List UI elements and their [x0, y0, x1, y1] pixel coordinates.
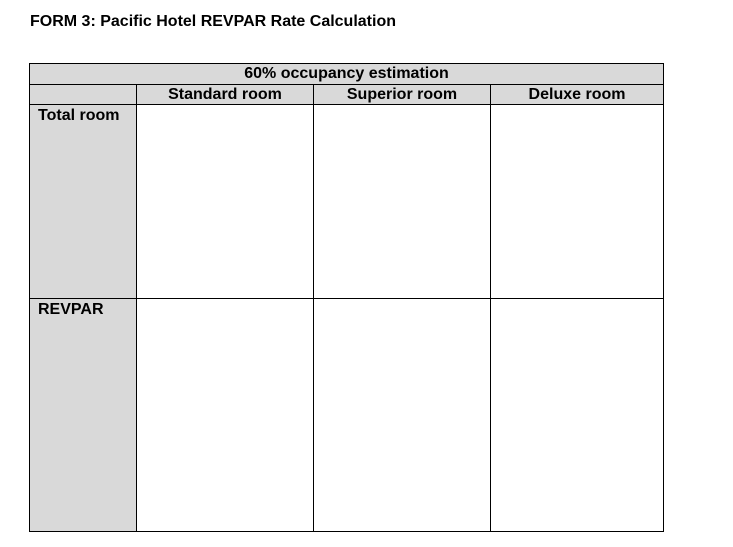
row-label-revpar: REVPAR — [30, 299, 137, 532]
table-row-revpar — [30, 299, 664, 532]
table-header-row-room-types — [30, 85, 664, 105]
column-header-deluxe-room: Deluxe room — [491, 85, 664, 105]
revpar-calculation-table — [29, 63, 664, 532]
cell-total-room-standard[interactable] — [137, 105, 314, 299]
column-header-standard-room: Standard room — [137, 85, 314, 105]
column-header-superior-room: Superior room — [314, 85, 491, 105]
row-label-total-room: Total room — [30, 105, 137, 299]
form-title: FORM 3: Pacific Hotel REVPAR Rate Calculation — [30, 13, 396, 30]
cell-total-room-deluxe[interactable] — [491, 105, 664, 299]
table-header-row-occupancy — [30, 64, 664, 85]
cell-revpar-standard[interactable] — [137, 299, 314, 532]
cell-revpar-deluxe[interactable] — [491, 299, 664, 532]
corner-header-cell — [30, 85, 137, 105]
cell-total-room-superior[interactable] — [314, 105, 491, 299]
cell-revpar-superior[interactable] — [314, 299, 491, 532]
occupancy-estimation-header: 60% occupancy estimation — [30, 64, 664, 85]
table-row-total-room — [30, 105, 664, 299]
